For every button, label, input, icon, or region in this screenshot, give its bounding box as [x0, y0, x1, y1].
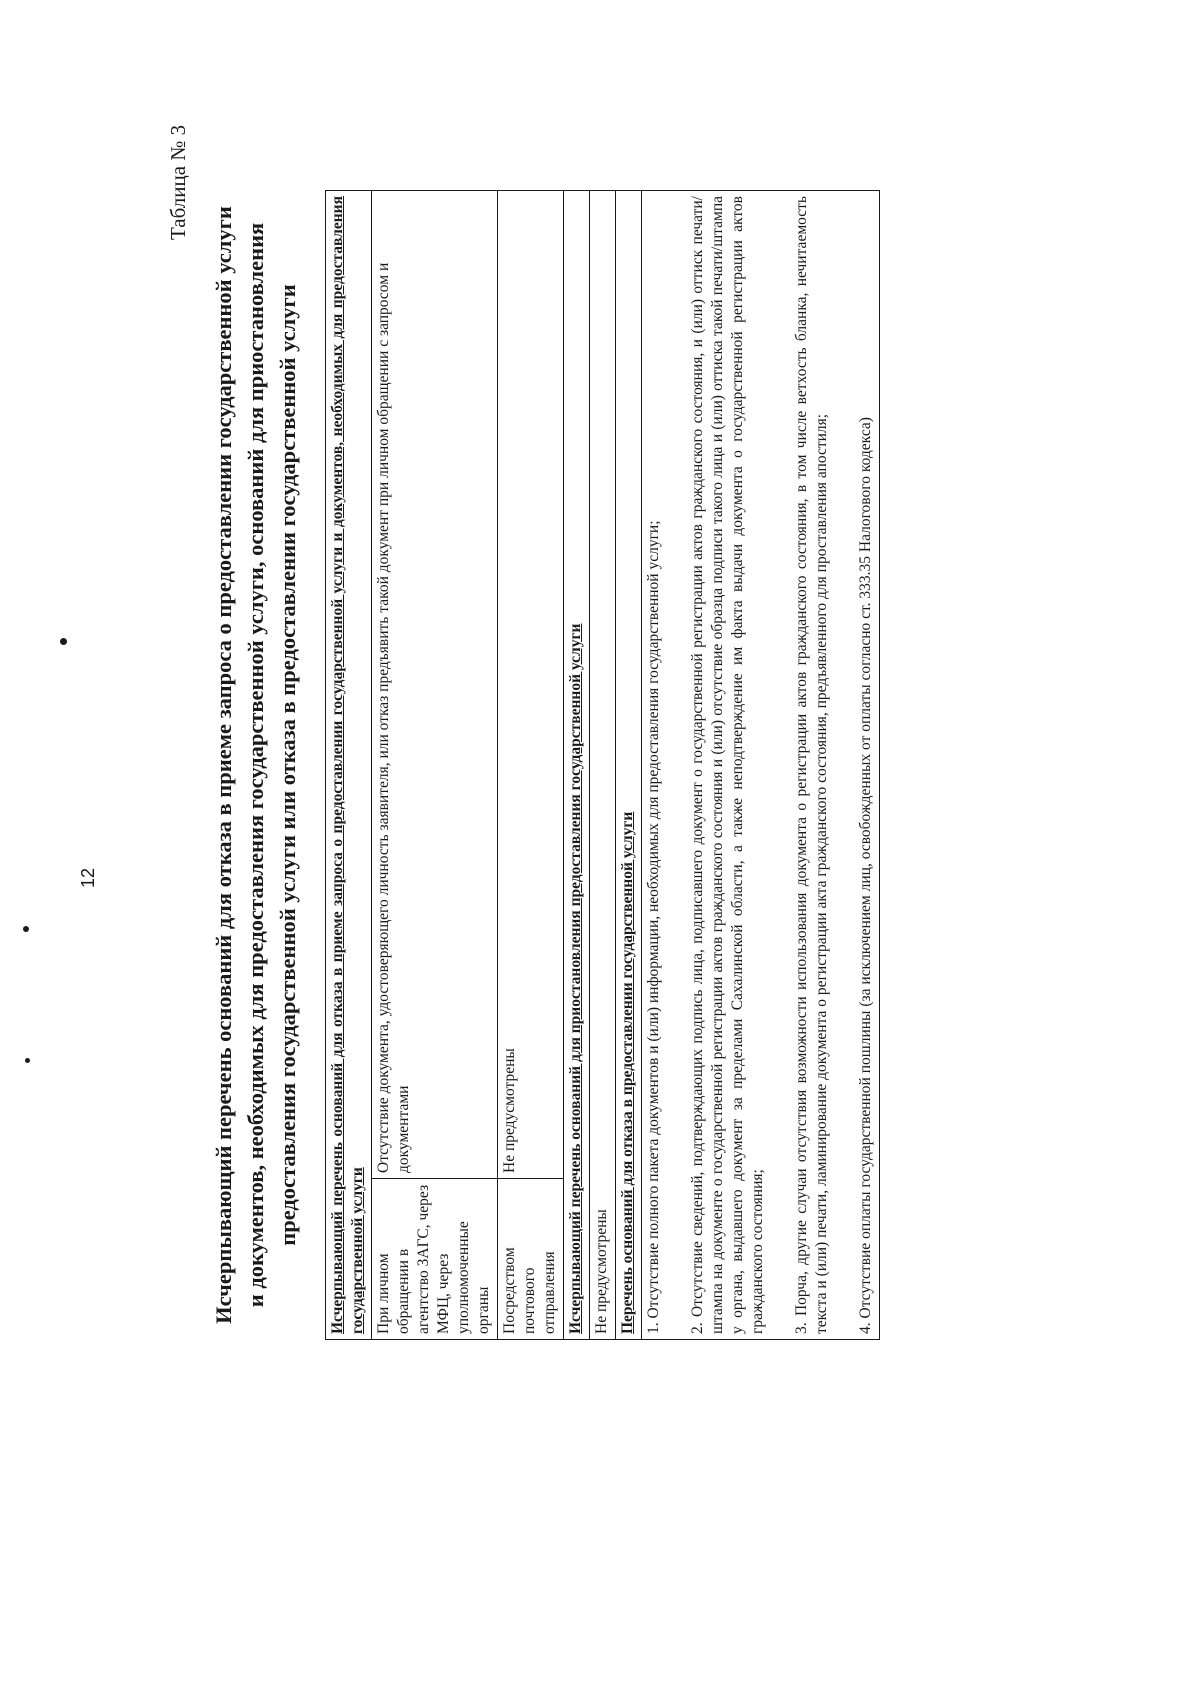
table-row — [590, 191, 616, 1340]
title-line-3: предоставления государственной услуги или отказа в предоставлении государственной услуги — [275, 284, 300, 1246]
table-row — [498, 191, 564, 1340]
title-line-1: Исчерпывающий перечень оснований для отказа в приеме запроса о предоставлении государственной услуги — [211, 206, 236, 1324]
document-title — [208, 190, 304, 1340]
scan-speck — [25, 1058, 30, 1063]
section2-header-row — [564, 191, 590, 1340]
section1-header-row — [326, 191, 372, 1340]
refusal-item-1: 1. Отсутствие полного пакета документов и (или) информации, необходимых для предоставления государственной услуги; — [645, 520, 662, 1334]
section3-header-row — [616, 191, 642, 1340]
grounds-cell: Отсутствие документа, удостоверяющего личность заявителя, или отказ предъявить такой документ при личном обращении с запросом и документами — [372, 191, 498, 1179]
table-number: Таблица № 3 — [166, 124, 190, 240]
channel-cell: При личном обращении в агентство ЗАГС, через МФЦ, через уполномоченные органы — [372, 1179, 498, 1340]
grounds-cell: Не предусмотрены — [498, 191, 564, 1179]
rotated-page — [0, 40, 1105, 1640]
channel-cell: Посредством почтового отправления — [498, 1179, 564, 1340]
section3-content — [642, 191, 880, 1340]
section1-header: Исчерпывающий перечень оснований для отказа в приеме запроса о предоставлении государственной услуги и документов, необходимых для предоставления государственной услуги — [326, 191, 372, 1340]
scan-speck — [60, 638, 67, 645]
refusal-item-3: 3. Порча, другие случаи отсутствия возможности использования документа о регистрации актов гражданского состояния, в том числе ветхость бланка, нечитаемость текста и (или) печати, ламинирование документа о регистрации акта гражданского состояния, предъявленного для проставления апостиля; — [793, 196, 830, 1334]
section2-header: Исчерпывающий перечень оснований для приостановления предоставления государственной услуги — [564, 191, 590, 1340]
table-row — [372, 191, 498, 1340]
title-line-2: и документов, необходимых для предоставления государственной услуги, оснований для приостановления — [243, 222, 268, 1308]
page-number: 12 — [78, 867, 98, 888]
section3-header: Перечень оснований для отказа в предоставлении государственной услуги — [616, 191, 642, 1340]
refusal-item-4: 4. Отсутствие оплаты государственной пошлины (за исключением лиц, освобожденных от оплаты согласно ст. 333.35 Налогового кодекса) — [857, 417, 874, 1334]
section2-content: Не предусмотрены — [590, 191, 616, 1340]
scan-speck — [23, 926, 29, 932]
table-row — [642, 191, 880, 1340]
grounds-table — [325, 190, 880, 1340]
refusal-item-2: 2. Отсутствие сведений, подтверждающих подпись лица, подписавшего документ о государственной регистрации актов гражданского состояния, и (или) оттиск печати/штампа на документе о государственной регистрации актов гражданского состояния и (или) отсутствие образца подписи такого лица и (или) оттиска такой печати/штампа у органа, выдавшего документ за пределами Сахалинской области, а также неподтверждение им факта выдачи документа о государственной регистрации актов гражданского состояния; — [689, 196, 766, 1334]
